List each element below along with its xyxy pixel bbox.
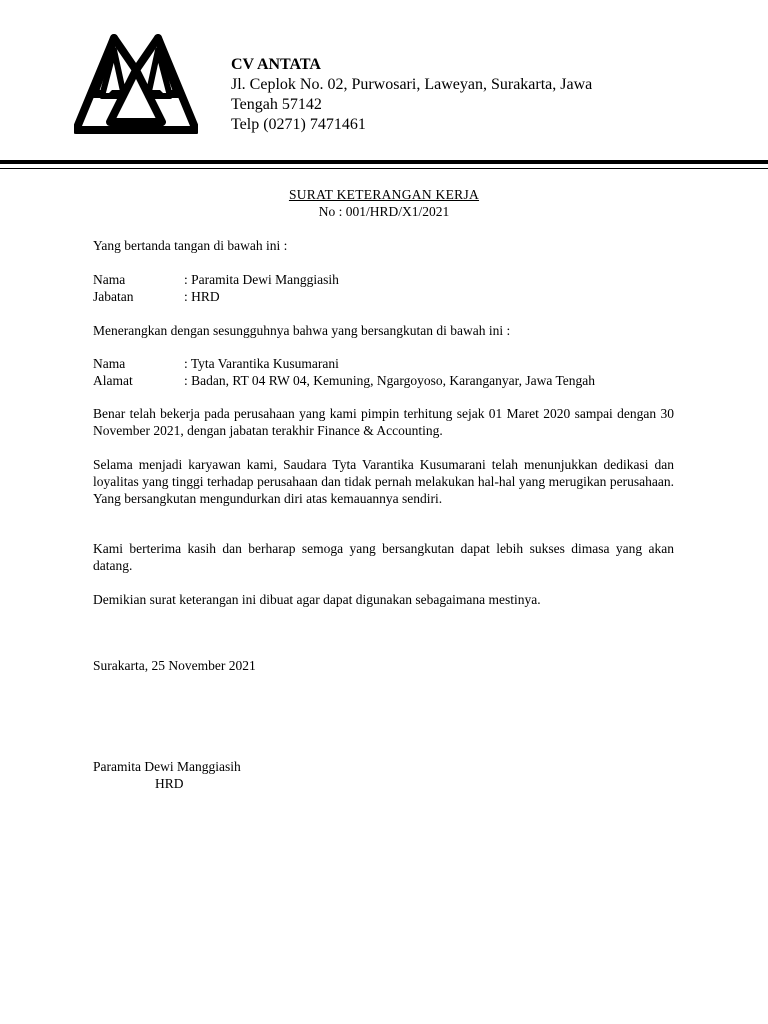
- letter-number: No : 001/HRD/X1/2021: [318, 204, 450, 219]
- company-header: [231, 55, 592, 135]
- employee-name-row: [93, 355, 339, 372]
- letter-heading: [0, 186, 768, 220]
- signature-name: Paramita Dewi Manggiasih: [93, 759, 241, 774]
- place-date: Surakarta, 25 November 2021: [93, 658, 256, 673]
- triangle-knot-logo-icon: [74, 34, 198, 134]
- signer-name-row: [93, 271, 339, 288]
- paragraph-closing: Demikian surat keterangan ini dibuat agar dapat digunakan sebagaimana mestinya.: [93, 592, 541, 607]
- paragraph-wishes: Kami berterima kasih dan berharap semoga yang bersangkutan dapat lebih sukses dimasa yang akan datang.: [93, 541, 674, 573]
- field-value: : Badan, RT 04 RW 04, Kemuning, Ngargoyoso, Karanganyar, Jawa Tengah: [184, 373, 596, 388]
- field-value: : Tyta Varantika Kusumarani: [184, 356, 339, 371]
- company-name: CV ANTATA: [231, 56, 321, 73]
- field-label: Jabatan: [93, 289, 134, 304]
- field-label: Nama: [93, 356, 126, 371]
- intro-text: Yang bertanda tangan di bawah ini :: [93, 238, 288, 253]
- field-label: Alamat: [93, 373, 133, 388]
- paragraph-employment: Benar telah bekerja pada perusahaan yang kami pimpin terhitung sejak 01 Maret 2020 sampai dengan 30 November 2021, dengan jabatan terakhir Finance & Accounting.: [93, 406, 674, 438]
- paragraph-dedication: Selama menjadi karyawan kami, Saudara Tyta Varantika Kusumarani telah menunjukkan dedikasi dan loyalitas yang tinggi terhadap perusahaan dan tidak pernah melakukan hal-hal yang merugikan perusahaan. Yang bersangkutan mengundurkan diri atas kemauannya sendiri.: [93, 457, 674, 506]
- field-value: : HRD: [184, 289, 220, 304]
- header-divider-thick: [0, 160, 768, 164]
- signature-role: HRD: [155, 776, 184, 791]
- employee-address-row: [93, 372, 595, 389]
- signer-position-row: [93, 288, 220, 305]
- letter-title: SURAT KETERANGAN KERJA: [288, 187, 480, 202]
- company-address-line2: Tengah 57142: [231, 96, 322, 113]
- company-address-line1: Jl. Ceplok No. 02, Purwosari, Laweyan, Surakarta, Jawa: [231, 76, 593, 93]
- field-value: : Paramita Dewi Manggiasih: [184, 272, 339, 287]
- field-label: Nama: [93, 272, 126, 287]
- statement-text: Menerangkan dengan sesungguhnya bahwa yang bersangkutan di bawah ini :: [93, 323, 511, 338]
- company-phone: Telp (0271) 7471461: [231, 116, 366, 133]
- header-divider-thin: [0, 168, 768, 169]
